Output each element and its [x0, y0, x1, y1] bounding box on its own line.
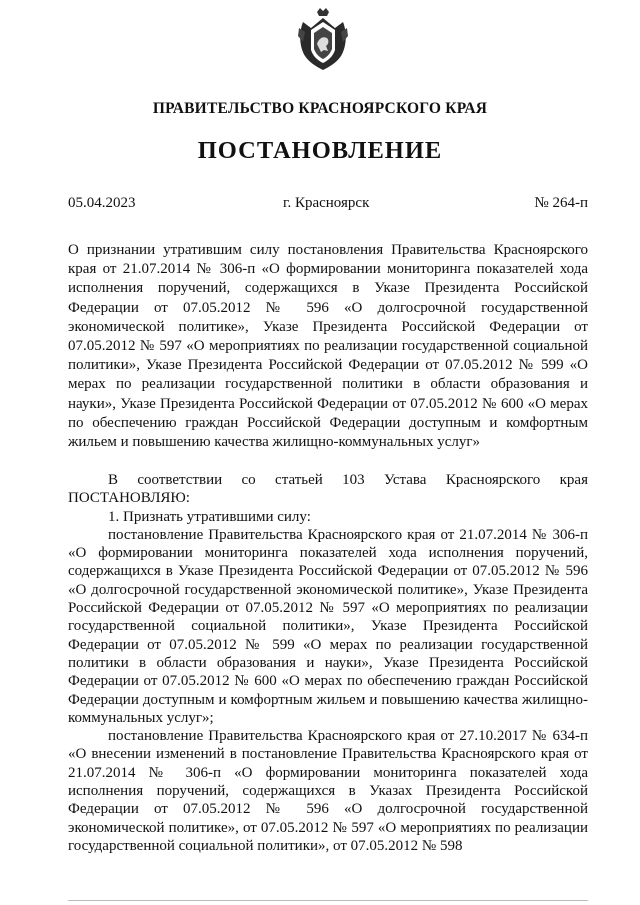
body-paragraph: постановление Правительства Красноярского края от 27.10.2017 № 634-п «О внесении изменений в постановление Правительства Красноярского края от 21.07.2014 № 306-п «О формировании мониторинга показателей хода исполнения поручений, содержащихся в Указах Президента Российской Федерации от 07.05.2012 № 596 «О долгосрочной государственной экономической политике», от 07.05.2012 № 597 «О мероприятиях по реализации государственной социальной политики», от 07.05.2012 № 598: [68, 728, 588, 854]
document-subject: О признании утратившим силу постановления Правительства Красноярского края от 21.07.2014 № 306-п «О формировании мониторинга показателей хода исполнения поручений, содержащихся в Указе Президента Российской Федерации от 07.05.2012 № 596 «О долгосрочной государственной экономической политике», Указе Президента Российской Федерации от 07.05.2012 № 597 «О мероприятиях по реализации государственной социальной политики», Указе Президента Российской Федерации от 07.05.2012 № 599 «О мерах по реализации государственной политики в области образования и науки», Указе Президента Российской Федерации от 07.05.2012 № 600 «О мерах по обеспечению граждан Российской Федерации доступным и комфортным жильем и повышению качества жилищно-коммунальных услуг»: [68, 242, 588, 451]
document-number: № 264-п: [534, 195, 588, 211]
krasnoyarsk-coat-of-arms-icon: [295, 6, 351, 74]
page-bottom-rule: [68, 900, 588, 901]
document-date: 05.04.2023: [68, 195, 136, 211]
document-body: [68, 471, 588, 855]
document-city: г. Красноярск: [283, 195, 370, 211]
item-1: 1. Признать утратившими силу:: [108, 508, 311, 525]
preamble-paragraph: В соответствии со статьей 103 Устава Красноярского края ПОСТАНОВЛЯЮ:: [68, 472, 588, 507]
body-paragraph: постановление Правительства Красноярского края от 21.07.2014 № 306-п «О формировании мониторинга показателей хода исполнения поручений, содержащихся в Указе Президента Российской Федерации от 07.05.2012 № 596 «О долгосрочной государственной экономической политике», Указе Президента Российской Федерации от 07.05.2012 № 597 «О мероприятиях по реализации государственной социальной политики», Указе Президента Российской Федерации от 07.05.2012 № 599 «О мерах по реализации государственной политики в области образования и науки», Указе Президента Российской Федерации от 07.05.2012 № 600 «О мерах по обеспечению граждан Российской Федерации доступным и комфортным жильем и повышению качества жилищно-коммунальных услуг»;: [68, 526, 588, 726]
government-title: ПРАВИТЕЛЬСТВО КРАСНОЯРСКОГО КРАЯ: [152, 100, 488, 117]
document-type: ПОСТАНОВЛЕНИЕ: [197, 137, 443, 164]
